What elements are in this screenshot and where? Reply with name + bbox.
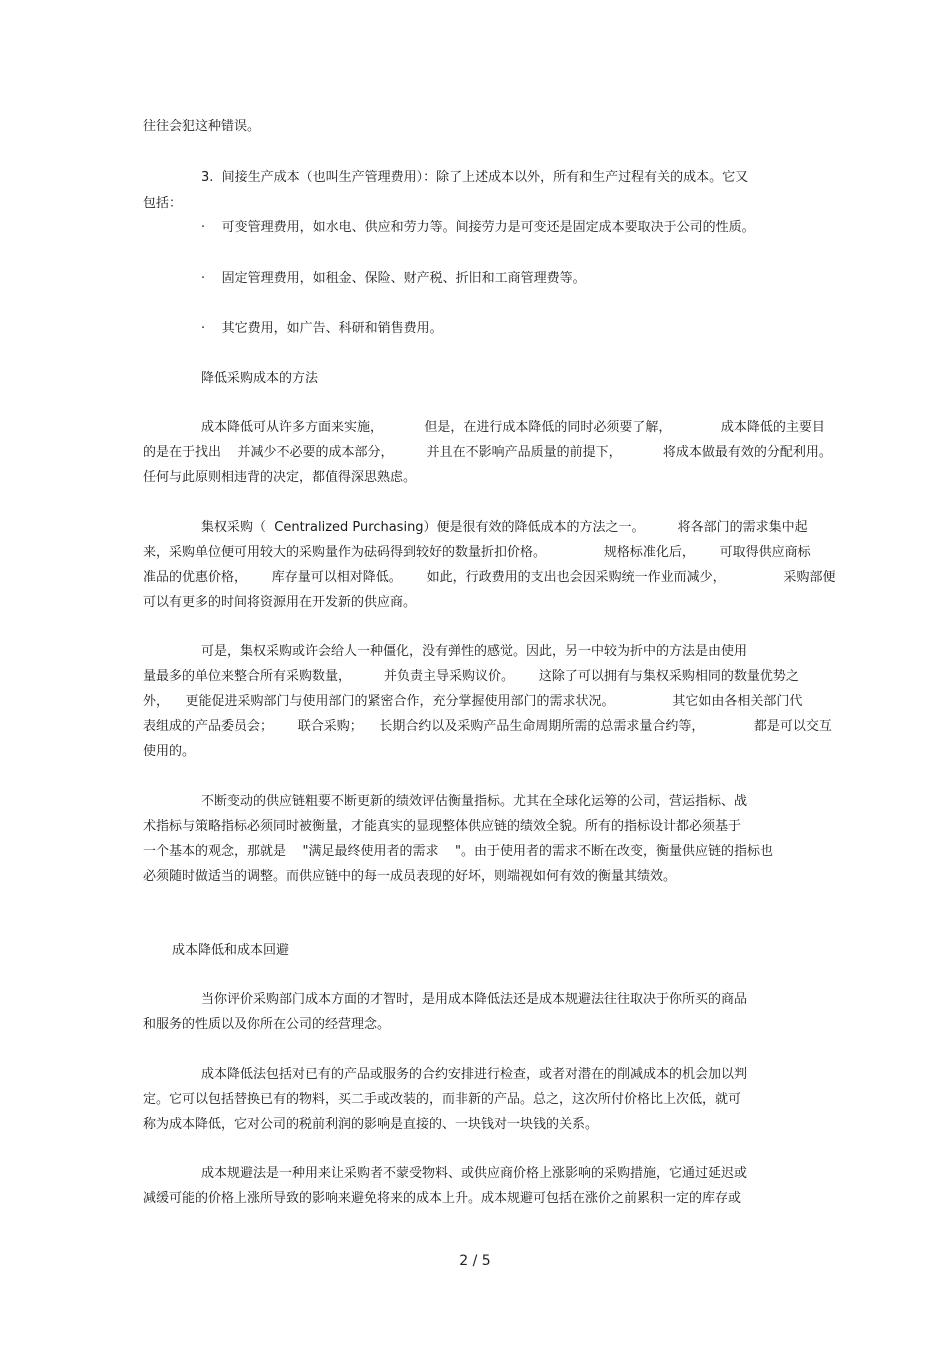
text-line: · 其它费用，如广告、科研和销售费用。 <box>201 321 443 336</box>
text-line: 准品的优惠价格， 库存量可以相对降低。 如此，行政费用的支出也会因采购统一作业而减少， 采购部便 <box>143 570 836 585</box>
text-line: 往往会犯这种错误。 <box>143 119 261 134</box>
text-line: 定。它可以包括替换已有的物料，买二手或改装的，而非新的产品。总之，这次所付价格比上次低，就可 <box>143 1092 742 1107</box>
text-line: 可是，集权采购或许会给人一种僵化，没有弹性的感觉。因此，另一中较为折中的方法是由使用 <box>201 644 748 659</box>
text-line: 表组成的产品委员会； 联合采购； 长期合约以及采购产品生命周期所需的总需求量合约等， 都是可以交互 <box>143 719 832 734</box>
text-line: 3. 间接生产成本（也叫生产管理费用）：除了上述成本以外，所有和生产过程有关的成本。它又 <box>201 170 749 185</box>
text-line: 不断变动的供应链粗要不断更新的绩效评估衡量指标。尤其在全球化运筹的公司，营运指标、战 <box>201 794 748 809</box>
text-line: 当你评价采购部门成本方面的才智时，是用成本降低法还是成本规避法往往取决于你所买的商品 <box>201 992 748 1007</box>
section-heading: 成本降低和成本回避 <box>172 943 290 958</box>
text-line: 必须随时做适当的调整。而供应链中的每一成员表现的好坏，则端视如何有效的衡量其绩效。 <box>143 869 677 884</box>
text-line: 和服务的性质以及你所在公司的经营理念。 <box>143 1017 391 1032</box>
page-number: 2 / 5 <box>459 1253 491 1269</box>
text-line: 成本降低法包括对已有的产品或服务的合约安排进行检查，或者对潜在的削减成本的机会加以判 <box>201 1067 748 1082</box>
text-line: 可以有更多的时间将资源用在开发新的供应商。 <box>143 595 417 610</box>
text-line: 外， 更能促进采购部门与使用部门的紧密合作，充分掌握使用部门的需求状况。 其它如由各相关部门代 <box>143 694 803 709</box>
text-line: · 固定管理费用，如租金、保险、财产税、折旧和工商管理费等。 <box>201 271 586 286</box>
section-heading: 降低采购成本的方法 <box>201 371 319 386</box>
text-line: 任何与此原则相违背的决定，都值得深思熟虑。 <box>143 470 417 485</box>
text-line: 的是在于找出 并减少不必要的成本部分， 并且在不影响产品质量的前提下， 将成本做最有效的分配利用。 <box>143 445 832 460</box>
text-line: 术指标与策略指标必须同时被衡量，才能真实的显现整体供应链的绩效全貌。所有的指标设计都必须基于 <box>143 819 742 834</box>
text-line: · 可变管理费用，如水电、供应和劳力等。间接劳力是可变还是固定成本要取决于公司的性质。 <box>201 220 755 235</box>
text-line: 成本降低可从许多方面来实施， 但是，在进行成本降低的同时必须要了解， 成本降低的主要目 <box>201 420 825 435</box>
text-line: 包括： <box>143 196 183 211</box>
text-line: 一个基本的观念，那就是 "满足最终使用者的需求 "。由于使用者的需求不断在改变，衡量供应链的指标也 <box>143 844 774 859</box>
text-line: 集权采购（ Centralized Purchasing）便是很有效的降低成本的方法之一。 将各部门的需求集中起 <box>201 520 808 535</box>
text-line: 称为成本降低，它对公司的税前利润的影响是直接的、一块钱对一块钱的关系。 <box>143 1117 599 1132</box>
text-line: 减缓可能的价格上涨所导致的影响来避免将来的成本上升。成本规避可包括在涨价之前累积一定的库存或 <box>143 1191 742 1206</box>
text-line: 来，采购单位便可用较大的采购量作为砝码得到较好的数量折扣价格。 规格标准化后， 可取得供应商标 <box>143 545 811 560</box>
text-line: 成本规避法是一种用来让采购者不蒙受物料、或供应商价格上涨影响的采购措施，它通过延迟或 <box>201 1166 748 1181</box>
text-line: 量最多的单位来整合所有采购数量， 并负责主导采购议价。 这除了可以拥有与集权采购相同的数量优势之 <box>143 669 799 684</box>
text-line: 使用的。 <box>143 744 196 759</box>
